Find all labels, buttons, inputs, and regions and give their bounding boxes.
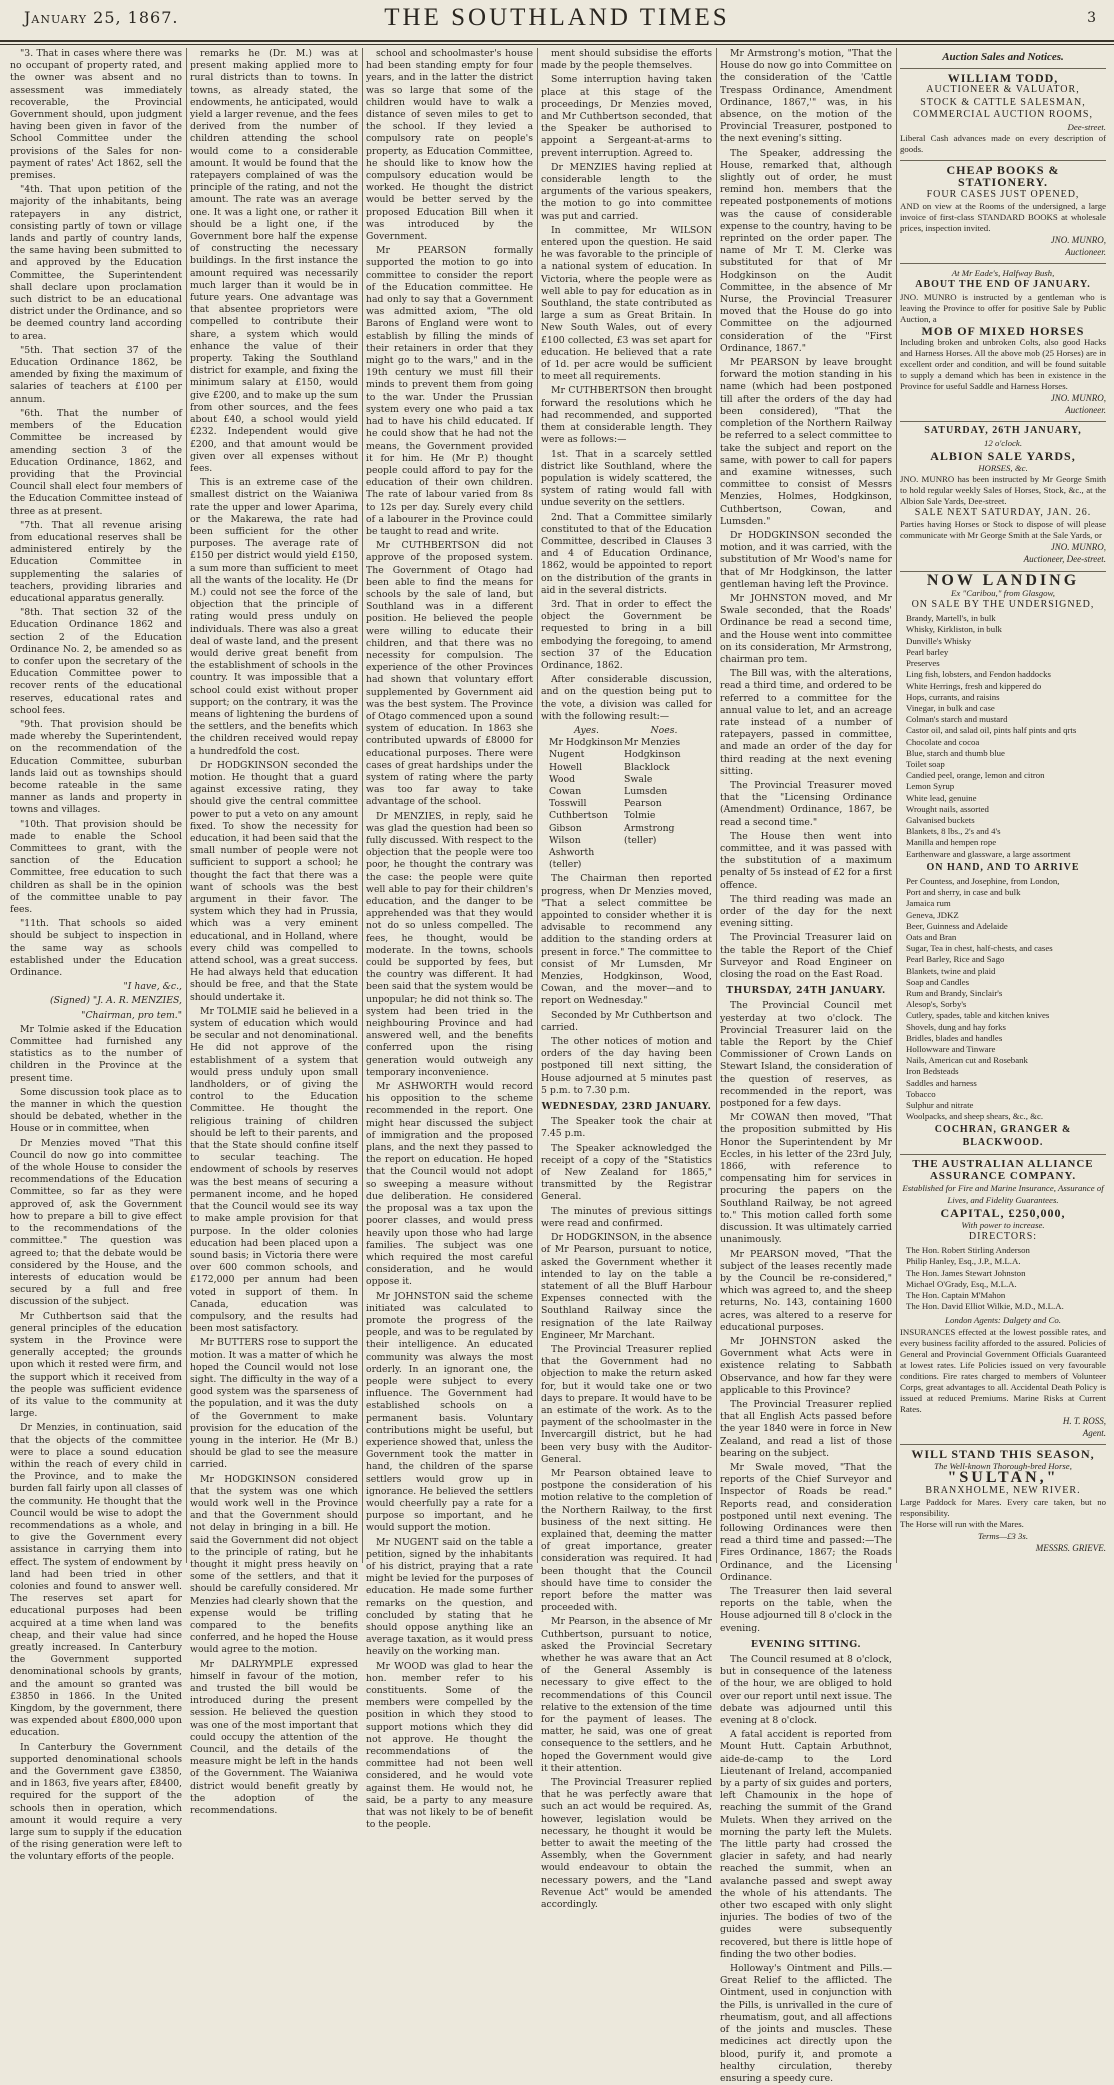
paragraph: A fatal accident is reported from Mount Hutt. Captain Arbuthnot, aide-de-camp to the Lord Lieutenant of Ireland, accompanied by a party of six guides and porters, left Chamounix in the hope of reaching the summit of the Grand Mulets. When they arrived on the morning the party left the Mulets. The little party had crossed the glacier in safety, and had nearly reached the summit, when an avalanche passed and swept away the whole of his attendants. The other two escaped with only slight injuries. The bodies of two of the guides were subsequently recovered, but there is little hope of finding the two other bodies. [720,1729,892,1960]
ad-books-stationery [900,161,1106,264]
paragraph: This is an extreme case of the smallest district on the Waianiwa rate the upper and lower Aparima, or the Makarewa, the rate had been sufficient for the other purposes. The average rate of £150 per district would yield £150, a sum more than sufficient to meet all the wants of the locality. He (Dr M.) could not see the force of the objection that the principle of rating would press unduly on individuals. There was also a great deal of waste land, and the present would derive great benefit from the establishment of schools in the country. It was impossible that a school could exist without proper support; on the contrary, it was the means of lightening the burdens of the settlers, and the benefits which the children received would repay a hundredfold the cost. [190,477,358,757]
list-item: Woolpacks, and sheep shears, &c., &c. [906,1111,1044,1122]
ad-subtitle: ON SALE BY THE UNDERSIGNED, [911,599,1095,611]
division-name: Tosswill [549,798,587,810]
paragraph: The Provincial Treasurer moved that the "Licensing Ordinance (Amendment) Ordinance, 1867, be read a second time." [720,779,892,828]
ad-heading: MOB OF MIXED HORSES [921,323,1085,338]
paragraph: The Provincial Treasurer laid on the table the Report of the Chief Surveyor and Road Engineer on closing the road on the East Road. [720,932,892,981]
list-item: The Hon. David Elliot Wilkie, M.D., M.L.A. [906,1301,1064,1312]
division-name: Blacklock [624,761,670,773]
paragraph: The Provincial Treasurer replied that he was perfectly aware that such an act would be required. As, however, legislation would be necessary, he thought it would be better to await the meeting of the Assembly, when the Government would endeavour to obtain the necessary powers, and the "Land Revenue Act" would be amended accordingly. [541,1777,712,1911]
paragraph: Dr MENZIES, in reply, said he was glad the question had been so fully discussed. With respect to the objection that the people were too poor, he thought the contrary was the case: the people were quite well able to pay for their children's education, and the danger to be apprehended was that they would not do so unless compelled. The fees, he thought, would be moderate. In the towns, schools could be supported by fees, but the country was different. It had been said that the system would be unpopular; he did not think so. The system had been tried in the neighbouring Province and had answered well, and the benefits conferred upon the rising generation would outweigh any temporary inconvenience. [366,810,533,1078]
ad-mixed-horses [900,264,1106,422]
division-name: Gibson [549,822,582,834]
list-item: Philip Hanley, Esq., J.P., M.L.A. [906,1256,1021,1267]
noes-label: Noes. [650,724,678,736]
paragraph: "7th. That all revenue arising from educational reserves shall be administered entirely by the Education Committee in supplementing the salaries of teachers, providing libraries and educational apparatus generally. [10,519,182,604]
directors-list [900,1245,1106,1312]
ad-signature: JNO. MUNRO, [1050,542,1106,553]
list-item: Geneva, JDKZ [906,909,959,920]
paragraph: The Chairman then reported progress, when Dr Menzies moved, "That a select committee be appointed to consider whether it is advisable to recommend any addition to the standing orders at present in force." The committee to consist of Mr Lumsden, Mr Menzies, Hodgkinson, Wood, Cowan, and the mover—and to report on Wednesday." [541,873,712,1007]
division-name: Tolmie [624,810,656,822]
paragraph: Mr DALRYMPLE expressed himself in favour of the motion, and trusted the bill would be introduced during the present session. He believed the question was one of the most important that could occupy the attention of the Council, and the details of the measure might be left in the hands of the Government. The Waianiwa district would benefit greatly by the adoption of the recommendations. [190,1658,358,1817]
signature-line: "I have, &c., [123,981,182,993]
ad-title: WILL STAND THIS SEASON, [911,1447,1095,1462]
column-divider [716,48,717,1563]
ad-title: ALBION SALE YARDS, [930,448,1076,463]
division-name: Cowan [549,785,582,797]
list-item: The Hon. James Stewart Johnston [906,1267,1026,1278]
list-item: Wrought nails, assorted [906,803,989,814]
paragraph: Holloway's Ointment and Pills.—Great Relief to the afflicted. The Ointment, used in conjunction with the Pills, is unrivalled in the cure of rheumatism, gout, and all affections of the joints and muscles. These medicines act directly upon the blood, purify it, and promote a healthy circulation, thereby ensuring a speedy cure. [720,1963,892,2084]
division-name: Wood [549,773,576,785]
paragraph: Mr TOLMIE said he believed in a system of education which would be secular and not denominational. He did not approve of the establishment of a system that would press unduly upon small landholders, or of giving the control to the Education Committee. He thought the religious training of children should be left to their parents, and that the State should confine itself to secular teaching. The endowment of schools by reserves was the best means of securing a permanent income, and he hoped that the Council would see its way to make ample provision for that purpose. In the older colonies education had been placed upon a sound basis; in Victoria there were over 600 common schools, and £172,000 per annum had been voted in support of them. In Canada, education was compulsory, and the results had been most satisfactory. [190,1005,358,1335]
list-item: Pearl Barley, Rice and Sago [906,954,1005,965]
list-item: Toilet soap [906,758,945,769]
paragraph: remarks he (Dr. M.) was at present making applied more to rural districts than to towns. In towns, as already stated, the endowments, he anticipated, would yield a larger revenue, and the fees derived from the number of children attending the school would come to a considerable amount. It would be found that the ratepayers complained of was the principle of the rating, and not the amount. The rate was an average one. It was a light one, or rather it should be a light one, if the Government bore half the expense of constructing the necessary buildings. In the first instance the amount required was necessarily much larger than it would be in future years. One advantage was that absentee proprietors were compelled to contribute their share, a system which would enhance the value of their property. Taking the Southland district for example, and fixing the minimum salary at £150, would give £200, and to make up the sum from other sources, and the fees about £40, a school would yield £232. Independent would give £200, and that amount would be given over all expenses without fees. [190,48,358,474]
paragraph: Mr Pearson obtained leave to postpone the consideration of his motion relative to the completion of the Northern Railway, to the first business of the next sitting. He explained that, deeming the matter of great importance, greater consideration was required. It had been thought that the Council should have time to consider the report before the matter was proceeded with. [541,1467,712,1614]
ad-albion-sale-yards [900,422,1106,571]
division-list [541,725,712,871]
paragraph: In committee, Mr WILSON entered upon the question. He said he was favorable to the principle of a national system of education. In Victoria, where the people were as well able to pay for education as in Southland, the state contributed as large a sum as Great Britain. In New South Wales, out of every £100 collected, £3 was set apart for education. He believed that a rate of 1d. per acre would be sufficient to meet all requirements. [541,224,712,383]
ad-line: Dee-street. [1067,122,1106,133]
advertisements-column [900,48,1106,1563]
list-item: Alesop's, Sorby's [906,999,967,1010]
ayes-list [549,725,624,871]
paragraph: Mr Armstrong's motion, "That the House do now go into Committee on the consideration of the 'Cattle Trespass Ordinance, Amendment Ordinance, 1867,'" was, in his absence, on the motion of the Provincial Treasurer, postponed to the next evening's sitting. [720,48,893,145]
list-item: Hollowware and Tinware [906,1044,996,1054]
paragraph: Dr HODGKINSON seconded the motion. He thought that a guard against excessive rating, they should give the central committee power to put a veto on any amount fixed. To show the necessity for education, it had been said that the small number of people were not sufficient to support a school; he thought the fact that there was a want of schools was the best argument in their favor. The system which they had in Prussia, which was a very eminent educational, and in Holland, where every child was compelled to attend school, was a great success. He had always held that education should be free, and that the State should undertake it. [190,759,358,1003]
signature-line: (Signed) "J. A. R. MENZIES, [49,995,182,1007]
ad-capital-note: With power to increase. [961,1219,1045,1230]
paragraph: Mr WOOD was glad to hear the hon. member refer to his constituents. Some of the members were compelled by the position in which they stood to support motions which they did not approve. He thought the recommendations of the committee had not been well considered, and he would vote against them. He would not, he said, be a party to any measure that was not likely to be of benefit to the people. [366,1660,533,1831]
signature-line: "Chairman, pro tem." [81,1009,182,1021]
paragraph: school and schoolmaster's house had been standing empty for four years, and in the latter the district was so large that some of the children would have to walk a distance of seven miles to get to the school. If they levied a compulsory rate on people's property, as Education Committee, he should like to know how the compulsory education would be worked. He thought the district would be better served by the proposed Education Bill when it was introduced by the Government. [366,48,533,243]
list-item: Castor oil, and salad oil, pints half pints and qrts [906,725,1077,736]
newspaper-title: THE SOUTHLAND TIMES [384,4,730,31]
section-heading: THURSDAY, 24TH JANUARY. [726,985,886,997]
list-item: Earthenware and glassware, a large assortment [906,848,1071,859]
paragraph: Mr PEARSON formally supported the motion to go into committee to consider the report of the Education committee. He had only to say that a Government was admitted axiom, "The old Barons of England were wont to establish by filling the minds of their retainers in order that they might go to the wars," and in the 19th century we must fill their minds to prevent them from going to the war. Under the Prussian system every one who paid a tax had to have his child educated. If he could show that he had not the means, the Government provided it for him. He (Mr P.) thought people could afford to pay for the education of their own children. The rate of labour varied from 8s to 12s per day. Surely every child of a labourer in the Province could be taught to read and write. [366,245,533,537]
masthead [0,0,1114,42]
column-1 [10,48,182,1863]
list-item: Brandy, Martell's, in bulk [906,613,996,624]
paragraph: Some interruption having taken place at this stage of the proceedings, Dr Menzies moved, and Mr Cuthbertson seconded, that the Speaker be authorised to appoint a Sergeant-at-arms to prevent interruption. Agreed to. [541,74,712,159]
list-item: Bridles, blades and handles [906,1032,1003,1043]
paragraph: The Council resumed at 8 o'clock, but in consequence of the lateness of the hour, we are obliged to hold over our report until next issue. The debate was adjourned until this evening at 8 o'clock. [720,1654,892,1727]
ad-body: Including broken and unbroken Colts, also good Hacks and Harness Horses. All the above mob (25 Horses) are in excellent order and condition, and will be found suitable to supply a demand which has been in existence in the Province for useful Saddle and Harness Horses. [900,336,1106,391]
masthead-rule-thin [0,44,1114,45]
page-number: 3 [1087,10,1096,26]
section-heading: WEDNESDAY, 23RD JANUARY. [541,1101,712,1113]
paragraph: "9th. That provision should be made whereby the Superintendent, on the recommendation of the Education Committee, suburban lands laid out as townships should become rateable in the same manner as lands and property in towns and villages. [10,718,182,816]
ad-body: Parties having Horses or Stock to dispose of will please communicate with Mr George Smith at the Sale Yards, or [900,519,1106,541]
ad-william-todd [900,69,1106,161]
ad-capital: CAPITAL, £250,000, [940,1205,1066,1220]
ad-body: The Horse will run with the Mares. [900,1518,1024,1529]
list-item: Iron Bedsteads [906,1066,959,1077]
paragraph: "6th. That the number of members of the Education Committee be increased by amending section 3 of the Education Ordinance, 1862, and providing that the Provincial Council shall elect four members of the Education Committee instead of three as at present. [10,407,182,517]
list-item: Hops, currants, and raisins [906,691,1000,702]
division-name: Lumsden [624,785,668,797]
column-5 [720,48,893,2084]
list-item: Shovels, dung and hay forks [906,1021,1006,1032]
list-item: Manilla and hempen rope [906,837,997,848]
ad-heading: ON HAND, AND TO ARRIVE [926,861,1080,873]
ad-subtitle: FOUR CASES JUST OPENED, [926,188,1080,200]
list-item: Oats and Bran [906,931,957,942]
masthead-rule [0,40,1114,42]
list-item: Colman's starch and mustard [906,714,1008,725]
list-item: Ling fish, lobsters, and Fendon haddocks [906,669,1051,680]
paragraph: Mr ASHWORTH would record his opposition to the scheme recommended in the report. One might hear discussed the subject of immigration and the proposed plans, and the next they passed to the report on education. He hoped that the Council would not adopt so sweeping a measure without due deliberation. He considered the proposal was a tax upon the poorer classes, and would press heavily upon those who had large families. The subject was one which required the most careful consideration, and he would oppose it. [366,1081,533,1288]
paragraph: Mr BUTTERS rose to support the motion. It was a matter of which he hoped the Council would not lose sight. The difficulty in the way of a good system was the sparseness of the population, and it was the duty of the Government to make provision for the education of the young in the interior. He (Mr B.) should be glad to see the measure carried. [190,1337,358,1471]
paragraph: Mr HODGKINSON considered that the system was one which would work well in the Province and that the Government should not delay in bringing in a bill. He said the Government did not object to the principle of rating, but he thought it might press heavily on some of the settlers, and that it should be carefully considered. Mr Menzies had clearly shown that the expense would be trifling compared to the benefits conferred, and he hoped the House would agree to the motion. [190,1473,358,1656]
ad-body: JNO. MUNRO is instructed by a gentleman who is leaving the Province to offer for positive Sale by Public Auction, a [900,291,1106,324]
paragraph: 1st. That in a scarcely settled district like Southland, where the population is widely scattered, the system of rating would fall with undue severity on the settlers. [541,448,712,509]
paragraph: In Canterbury the Government supported denominational schools and the Government gave £3850, and in 1863, five years after, £8400, required for the support of the schools then in operation, which amount it would require a very large sum to supply if the education of the rising generation were left to the voluntary efforts of the people. [10,1741,182,1863]
paragraph: The Speaker acknowledged the receipt of a copy of the "Statistics of New Zealand for 1865," transmitted by the Registrar General. [541,1142,712,1203]
list-item: Preserves [906,658,940,669]
list-item: Cutlery, spades, table and kitchen knives [906,1010,1050,1021]
column-2 [190,48,358,1817]
ad-line: STOCK & CATTLE SALESMAN, [920,96,1086,108]
ad-body: JNO. MUNRO has been instructed by Mr George Smith to hold regular weekly Sales of Horses, Stock, &c., at the Albion Sale Yards, Dee-street. [900,474,1106,507]
list-item: Rum and Brandy, Sinclair's [906,987,1003,998]
paragraph: The Provincial Treasurer replied that the Government had no objection to make the return asked for, but it would take one or two days to prepare. It would have to be an estimate of the work. As to the payment of the schoolmaster in the Invercargill district, but he had been very busy with the Auditor-General. [541,1343,712,1465]
ad-signature: H. T. ROSS, [1062,1415,1106,1426]
paragraph: "8th. That section 32 of the Education Ordinance 1862 and section 2 of the Education Ordinance No. 2, be amended so as to confer upon the secretary of the Education Committee power to recover rents of the educational reserves, educational rates and school fees. [10,607,182,716]
issue-date: January 25, 1867. [24,8,179,27]
ad-time: 12 o'clock. [983,438,1023,449]
paragraph: Mr JOHNSTON moved, and Mr Swale seconded, that the Roads' Ordinance be read a second time, and the House went into committee on its consideration, Mr Armstrong, chairman pro tem. [720,592,892,665]
division-name: Howell [549,761,583,773]
paragraph: Some discussion took place as to the manner in which the question should be debated, whether in the House or in committee, when [10,1086,182,1135]
ad-title: THE AUSTRALIAN ALLIANCE ASSURANCE COMPANY. [912,1157,1094,1183]
list-item: White lead, genuine [906,792,977,803]
list-item: White Herrings, fresh and kippered do [906,680,1042,691]
column-divider [362,48,363,1563]
goods-list [900,613,1106,859]
list-item: The Hon. Captain M'Mahon [906,1290,1006,1301]
list-item: Dunville's Whisky [906,635,972,646]
paragraph: "4th. That upon petition of the majority of the inhabitants, being ratepayers in any district, consisting partly of town or village lands and partly of country lands, the same having been submitted to and approved by the Education Committee, the Superintendent shall declare upon proclamation such district to be an educational district under the Ordinance, and so be deemed country land according to area. [10,184,182,342]
ad-now-landing [900,572,1106,1155]
ad-body: INSURANCES effected at the lowest possible rates, and every business facility afforded to the assured. Policies of General and Provincial Government Officials Guaranteed at lowest rates. Life Policies issued on very favourable conditions. Fire rates charged to members of Volunteer Corps, great advantages to all. Accidental Death Policy is issued at reduced Premiums. Marine Risks at Current Rates. [900,1326,1106,1414]
ad-place: BRANXHOLME, NEW RIVER. [925,1484,1081,1496]
paragraph: "3. That in cases where there was no occupant of property rated, and the owner was absent and no assessment was immediately recoverable, the Provincial Government should, upon judgment having been given in favor of the School Committee under the provisions of the Sales for non-payment of rates' Act 1862, sell the premises. [10,48,182,182]
list-item: Lemon Syrup [906,781,955,792]
ad-subtitle: HORSES, &c. [978,462,1028,473]
paragraph: The Provincial Treasurer replied that all English Acts passed before the year 1840 were in force in New Zealand, and read a list of those bearing on the subject. [720,1398,892,1459]
ad-line: At Mr Eade's, Halfway Bush, [951,268,1055,279]
division-name: Pearson [624,798,662,810]
ad-title: CHEAP BOOKS & STATIONERY. [946,163,1060,190]
ad-signature: Auctioneer. [1065,247,1106,258]
list-item: Blankets, 8 lbs., 2's and 4's [906,826,1001,837]
noes-list [624,725,704,871]
list-item: Per Countess, and Josephine, from London, [906,875,1060,886]
paragraph: The minutes of previous sittings were read and confirmed. [541,1205,712,1229]
list-item: Galvanised buckets [906,814,975,825]
ad-title: NOW LANDING [926,571,1080,589]
ad-name: WILLIAM TODD, [947,71,1059,86]
column-divider [186,48,187,1563]
list-item: Chocolate and cocoa [906,736,980,747]
ad-line: AUCTIONEER & VALUATOR, [926,84,1080,96]
paragraph: The Speaker, addressing the House, remarked that, although slightly out of order, he must remind hon. members that the repeated postponements of motions was the cause of considerable expense to the country, having to be reprinted on the order paper. The name of Mr T. M. Clerke was substituted for that of Mr Hodgkinson on the Audit Committee, in the absence of Mr Nurse, the Provincial Treasurer moved that the House do go into Committee on the adjourned consideration of the "First Ordinance, 1867." [720,147,892,354]
paragraph: "11th. That schools so aided should be subject to inspection in the same way as schools established under the Education Ordinance. [10,918,182,979]
ad-signature: JNO. MUNRO, [1050,392,1106,403]
division-name: Armstrong (teller) [624,822,675,846]
paragraph: The House then went into committee, and it was passed with the substitution of a maximum penalty of 5s instead of £2 for a first offence. [720,830,892,891]
list-item: Nails, American cut and Rosebank [906,1055,1028,1066]
paragraph: 3rd. That in order to effect the object the Government be requested to bring in a bill embodying the foregoing, to amend section 37 of the Education Ordinance, 1862. [541,598,712,671]
list-item: Saddles and harness [906,1077,977,1088]
paragraph: ment should subsidise the efforts made by the people themselves. [541,48,712,72]
ad-terms: Terms—£3 3s. [977,1530,1029,1541]
ayes-label: Ayes. [574,724,599,736]
goods-list [900,876,1106,1122]
list-item: Whisky, Kirkliston, in bulk [906,624,1002,635]
list-item: Sulphur and nitrate [906,1100,974,1111]
paragraph: Mr Swale moved, "That the reports of the Chief Surveyor and Inspector of Roads be read." Reports read, and consideration postponed until next evening. The following Ordinances were then read a third time and passed:—The Fires Ordinance, 1867; the Roads Ordinance, and the Licensing Ordinance. [720,1461,892,1583]
paragraph: Mr CUTHBERTSON then brought forward the resolutions which he had recommended, and supported them at considerable length. They were as follows:— [541,385,712,446]
division-name: Mr Menzies [624,737,681,749]
paragraph: The Treasurer then laid several reports on the table, when the House adjourned till 8 o'clock in the evening. [720,1585,892,1634]
ad-signature: COCHRAN, GRANGER & BLACKWOOD. [934,1124,1072,1148]
column-divider [537,48,538,1563]
list-item: The Hon. Robert Stirling Anderson [906,1245,1030,1256]
paragraph: The Provincial Council met yesterday at two o'clock. The Provincial Treasurer laid on the table the Report by the Chief Commissioner of Crown Lands on Stewart Island, the consideration of the question of reserves, as recommended in the report, was postponed for a few days. [720,1000,892,1110]
ad-signature: Auctioneer, Dee-street. [1023,554,1106,565]
ad-signature: MESSRS. GRIEVE. [1035,1543,1106,1554]
division-name: Nugent [549,749,585,761]
list-item: Vinegar, in bulk and case [906,702,995,713]
ad-australian-alliance [900,1155,1106,1445]
column-divider [896,48,897,1563]
list-item: Blue, starch and thumb blue [906,747,1005,758]
division-name: Wilson [549,834,581,846]
division-name: Mr Hodgkinson [549,737,623,749]
list-item: Blankets, twine and plaid [906,965,996,976]
ad-body: Liberal Cash advances made on every description of goods. [900,133,1106,155]
paragraph: After considerable discussion, and on the question being put to the vote, a division was called for with the following result:— [541,674,712,722]
list-item: Port and sherry, in case and bulk [906,887,1021,898]
ad-line: SALE NEXT SATURDAY, JAN. 26. [914,507,1092,519]
paragraph: Mr Pearson, in the absence of Mr Cuthbertson, pursuant to notice, asked the Provincial Secretary whether he was aware that an Act of the General Assembly is necessary to give effect to the recommendations of this Council relative to the extension of the time for the payment of leases. The matter, he said, was one of great consequence to the settlers, and he hoped the Government would give it their attention. [541,1616,712,1774]
paragraph: Mr PEARSON moved, "That the subject of the leases recently made by the Council be re-considered," which was agreed to, and the sheep returns, No. 143, containing 1600 acres, was altered to a reserve for educational purposes. [720,1248,892,1333]
list-item: Candied peel, orange, lemon and citron [906,770,1045,781]
ad-horse-name: "SULTAN," [947,1469,1059,1487]
paragraph: Mr COWAN then moved, "That the proposition submitted by His Honor the Superintendent by Mr Eccles, in his letter of the 23rd July, 1866, with reference to compensating him for services in procuring the papers on the Southland Railway, be not agreed to." This motion called forth some discussion. It was ultimately carried unanimously. [720,1112,892,1246]
ad-body: AND on view at the Rooms of the undersigned, a large invoice of first-class STANDARD BOOKS at wholesale prices, inspection invited. [900,200,1106,233]
division-name: Hodgkinson [624,749,681,761]
paragraph: Mr PEARSON by leave brought forward the motion standing in his name (which had been postponed till after the orders of the day had been considered), "That the completion of the Northern Railway be referred to a select committee to take the subject and report on the same, with power to call for papers and examine witnesses, such committee to consist of Messrs Menzies, Holmes, Hodgkinson, Cuthbertson, Cowan, and Lumsden." [720,357,892,527]
column-3 [366,48,533,1831]
paragraph: 2nd. That a Committee similarly constituted to that of the Education Committee, described in Clauses 3 and 4 of Education Ordinance, 1862, would be appointed to report on the distribution of the grants in aid in the several districts. [541,511,712,596]
paragraph: Mr JOHNSTON asked the Government what Acts were in existence relating to Sabbath Observance, and how far they were applicable to this Province? [720,1335,892,1396]
division-name: Ashworth (teller) [549,847,595,871]
list-item: Michael O'Grady, Esq., M.L.A. [906,1278,1017,1289]
division-name: Cuthbertson [549,810,608,822]
ad-signature: Auctioneer. [1065,405,1106,416]
paragraph: Dr MENZIES having replied at considerable length to the arguments of the various speakers, the motion to go into committee was put and carried. [541,161,712,222]
list-item: Pearl barley [906,646,949,657]
list-item: Jamaica rum [906,898,951,909]
column-4 [541,48,712,1911]
division-name: Swale [624,773,653,785]
paragraph: The third reading was made an order of the day for the next evening sitting. [720,893,892,930]
list-item: Soap and Candles [906,976,970,987]
paragraph: Mr CUTHBERTSON did not approve of the proposed system. The Government of Otago had been able to find the means for schools by the sale of land, but Southland was in a different position. He believed the people were willing to educate their children, and that there was no necessity for compulsion. The experience of the other Provinces had shown that voluntary effort supplemented by Government aid was the best system. The Province of Otago commenced upon a sound system of education. In 1863 she contributed upwards of £8000 for educational purposes. There were cases of great hardships under the system of rating where the party was too far away to take advantage of the school. [366,540,533,808]
ad-signature: Agent. [1082,1427,1106,1438]
list-item: Tobacco [906,1088,936,1099]
ad-line: COMMERCIAL AUCTION ROOMS, [913,108,1093,120]
ad-body: Large Paddock for Mares. Every care taken, but no responsibility. [900,1496,1106,1518]
paragraph: Seconded by Mr Cuthbertson and carried. [541,1009,712,1033]
paragraph: The Speaker took the chair at 7.45 p.m. [541,1116,712,1140]
ad-line: London Agents: Dalgety and Co. [945,1315,1061,1326]
ad-heading: DIRECTORS: [968,1231,1038,1243]
ad-subtitle: Established for Fire and Marine Insurance, Assurance of Lives, and Fidelity Guarantees. [902,1183,1104,1206]
ad-date: SATURDAY, 26TH JANUARY, [924,425,1082,437]
paragraph: "5th. That section 37 of the Education Ordinance 1862, be amended by fixing the maximum of salaries of teachers at £100 per annum. [10,344,182,405]
paragraph: The Bill was, with the alterations, read a third time, and ordered to be referred to a committee for the annual value to let, and an acreage rate instead of a number of ratepayers, passed in committee, and made an order of the day for third reading at the next evening sitting. [720,668,892,777]
ad-signature: JNO. MUNRO, [1050,234,1106,245]
list-item: Beer, Guinness and Adelaide [906,920,1008,931]
ad-sultan-stud [900,1445,1106,1559]
section-heading: EVENING SITTING. [750,1638,862,1650]
paragraph: "10th. That provision should be made to enable the School Committees to grant, with the sanction of the Education Committee, free education to such children as shall be in the opinion of the committee unable to pay fees. [10,818,182,916]
paragraph: Dr HODGKINSON seconded the motion, and it was carried, with the substitution of Mr Wood's name for that of Mr Hodgkinson, the latter gentleman having left the Province. [720,529,892,590]
paragraph: Dr Menzies moved "That this Council do now go into committee of the whole House to consider the recommendations of the Education Committee, so far as they were approved of, ask the Government how to prepare a bill to give effect to the recommendations of the committee." The question was agreed to; that the debate would be considered by the House, and the interests of education would be secured by a full and free discussion of the subject. [10,1137,182,1308]
list-item: Sugar, Tea in chest, half-chests, and cases [906,943,1053,954]
paragraph: The other notices of motion and orders of the day having been postponed till next sitting, the House adjourned at 5 minutes past 5 p.m. to 7.30 p.m. [541,1036,712,1096]
paragraph: Mr JOHNSTON said the scheme initiated was calculated to promote the progress of the people, and was to be regulated by their intelligence. An educated community was always the most orderly. In an ignorant one, the people were subject to every influence. The Government had established schools on a permanent basis. Voluntary contributions might be useful, but experience showed that, unless the Government took the matter in hand, the children of the sparse settlers would grow up in ignorance. He believed the settlers would cheerfully pay a rate for a purpose so important, and he would support the motion. [366,1290,533,1534]
paragraph: Mr Cuthbertson said that the general principles of the education system in the Province were generally accepted; the grounds upon which it rested were firm, and the support which it received from the people was sufficient evidence of its value to the community at large. [10,1310,182,1420]
paragraph: Dr HODGKINSON, in the absence of Mr Pearson, pursuant to notice, asked the Government whether it intended to lay on the table a statement of all the Bluff Harbour Expenses connected with the Southland Railway since the resignation of the late Railway Engineer, Mr Marchant. [541,1232,712,1341]
paragraph: Mr NUGENT said on the table a petition, signed by the inhabitants of his district, praying that a rate might be levied for the purposes of education. He made some further remarks on the question, and concluded by stating that he should oppose anything like an average taxation, as it would press heavily on the working man. [366,1536,533,1658]
ad-subtitle: The Well-known Thorough-bred Horse, [934,1461,1072,1472]
ad-subtitle: Ex "Caribou," from Glasgow, [951,587,1055,598]
paragraph: Mr Tolmie asked if the Education Committee had furnished any statistics as to the number of children in the Province at the present time. [10,1023,182,1084]
paragraph: Dr Menzies, in continuation, said that the objects of the committee were to place a sound education within the reach of every child in the Province, and to make the burden fall fairly upon all classes of the community. He thought that the Council would be wise to adopt the recommendations as a whole, and to give the Government every assistance in carrying them into effect. The system of endowment by land had been tried in other colonies and found to answer well. The reserves set apart for educational purposes had been acquired at a time when land was cheap, and their value had since greatly increased. In Canterbury the Government supported denominational schools by grants, and the amount so granted was £3850 in 1866. In the United Kingdom, by the government, there was expended about £800,000 upon education. [10,1422,182,1739]
ad-title: ABOUT THE END OF JANUARY. [915,279,1091,291]
ads-heading: Auction Sales and Notices. [900,48,1106,69]
